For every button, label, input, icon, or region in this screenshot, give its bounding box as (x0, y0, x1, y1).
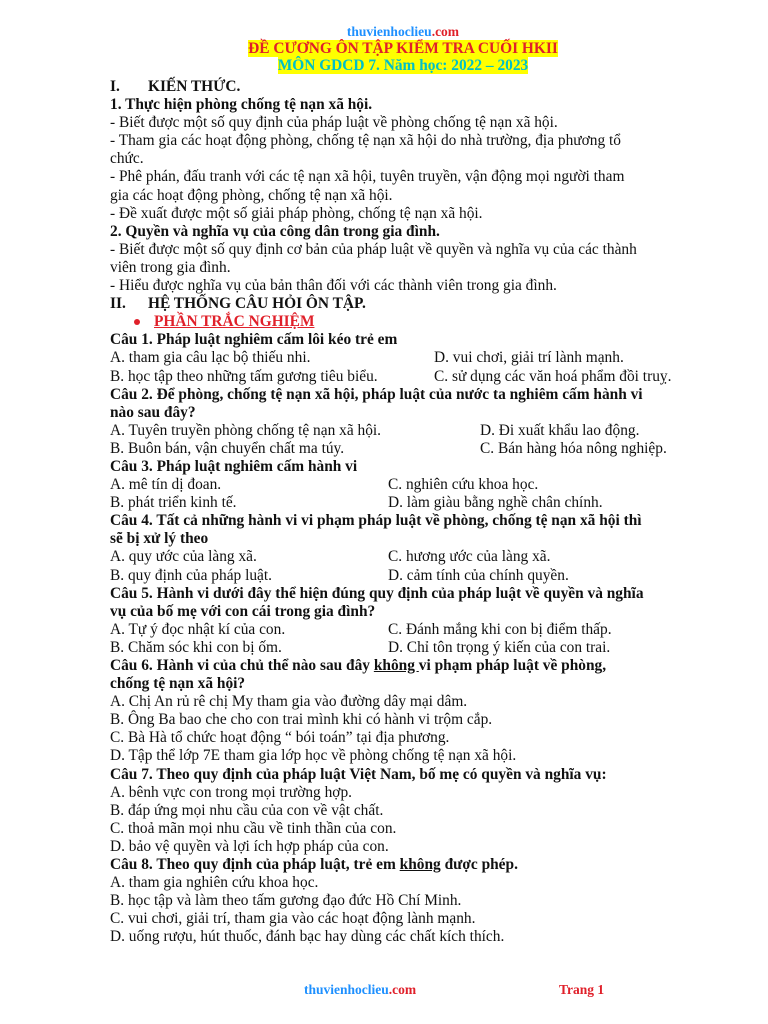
section-heading: II. HỆ THỐNG CÂU HỎI ÔN TẬP. (110, 295, 366, 313)
question: Câu 5. Hành vi dưới đây thể hiện đúng quy định của pháp luật về quyền và nghĩa (110, 584, 644, 602)
answer-row: B. Buôn bán, vận chuyển chất ma túy. C. Bán hàng hóa nông nghiệp. (110, 439, 667, 457)
answer-row: A. quy ước của làng xã. C. hương ước của làng xã. (110, 548, 551, 566)
answer-option: D. Tập thể lớp 7E tham gia lớp học về phòng chống tệ nạn xã hội. (110, 747, 517, 765)
paragraph: chức. (110, 150, 144, 168)
page-number: Trang 1 (559, 982, 605, 997)
question: Câu 7. Theo quy định của pháp luật Việt Nam, bố mẹ có quyền và nghĩa vụ: (110, 765, 607, 783)
bullet-icon (134, 319, 140, 325)
section-heading: I. KIẾN THỨC. (110, 78, 241, 95)
site-brand: thuvienhoclieu.com (346, 24, 460, 39)
question: Câu 3. Pháp luật nghiêm cấm hành vi (110, 457, 358, 475)
answer-option: C. thoả mãn mọi nhu cầu về tinh thần của con. (110, 819, 397, 837)
paragraph: - Hiểu được nghĩa vụ của bản thân đối với các thành viên trong gia đình. (110, 277, 557, 295)
multiple-choice-heading: PHẦN TRẮC NGHIỆM (110, 313, 696, 331)
answer-row: A. Tự ý đọc nhật kí của con. C. Đánh mắng khi con bị điểm thấp. (110, 620, 612, 638)
answer-option: D. uống rượu, hút thuốc, đánh bạc hay dùng các chất kích thích. (110, 928, 505, 946)
subsection-heading: 2. Quyền và nghĩa vụ của công dân trong gia đình. (110, 222, 440, 240)
paragraph: - Biết được một số quy định của pháp luật về phòng chống tệ nạn xã hội. (110, 114, 558, 132)
paragraph: - Phê phán, đấu tranh với các tệ nạn xã hội, tuyên truyền, vận động mọi người tham (110, 168, 625, 186)
question: sẽ bị xử lý theo (110, 530, 209, 548)
answer-option: B. đáp ứng mọi nhu cầu của con về vật chất. (110, 801, 384, 819)
answer-row: B. phát triển kinh tế. D. làm giàu bằng nghề chân chính. (110, 494, 603, 512)
document-page (110, 24, 696, 947)
question: vụ của bố mẹ với con cái trong gia đình? (110, 602, 376, 620)
paragraph: - Biết được một số quy định cơ bản của pháp luật về quyền và nghĩa vụ của các thành (110, 240, 637, 258)
question: chống tệ nạn xã hội? (110, 675, 246, 693)
answer-option: A. bênh vực con trong mọi trường hợp. (110, 783, 352, 801)
answer-row: A. mê tín dị đoan. C. nghiên cứu khoa học. (110, 476, 539, 494)
question: Câu 8. Theo quy định của pháp luật, trẻ em không được phép. (110, 856, 518, 874)
question: Câu 1. Pháp luật nghiêm cấm lôi kéo trẻ em (110, 331, 398, 349)
answer-row: B. Chăm sóc khi con bị ốm. D. Chỉ tôn trọng ý kiến của con trai. (110, 638, 611, 656)
paragraph: viên trong gia đình. (110, 258, 231, 276)
question: nào sau đây? (110, 403, 196, 421)
answer-option: D. bảo vệ quyền và lợi ích hợp pháp của con. (110, 837, 389, 855)
answer-option: C. Bà Hà tổ chức hoạt động “ bói toán” tại địa phương. (110, 729, 450, 747)
answer-row: B. quy định của pháp luật. D. cảm tính của chính quyền. (110, 566, 569, 584)
answer-option: A. Chị An rủ rê chị My tham gia vào đường dây mại dâm. (110, 693, 468, 711)
answer-option: B. Ông Ba bao che cho con trai mình khi có hành vi trộm cắp. (110, 711, 493, 729)
subsection-heading: 1. Thực hiện phòng chống tệ nạn xã hội. (110, 96, 373, 114)
paragraph: gia các hoạt động phòng, chống tệ nạn xã hội. (110, 186, 393, 204)
answer-row: A. tham gia câu lạc bộ thiếu nhi. D. vui chơi, giải trí lành mạnh. (110, 349, 624, 367)
answer-option: B. học tập và làm theo tấm gương đạo đức Hồ Chí Minh. (110, 892, 462, 910)
paragraph: - Tham gia các hoạt động phòng, chống tệ nạn xã hội do nhà trường, địa phương tổ (110, 132, 621, 150)
document-title: ĐỀ CƯƠNG ÔN TẬP KIỂM TRA CUỐI HKII (248, 40, 558, 57)
paragraph: - Đề xuất được một số giải pháp phòng, chống tệ nạn xã hội. (110, 204, 483, 222)
question: Câu 2. Để phòng, chống tệ nạn xã hội, pháp luật của nước ta nghiêm cấm hành vi (110, 385, 643, 403)
answer-option: C. vui chơi, giải trí, tham gia vào các hoạt động lành mạnh. (110, 910, 476, 928)
document-subtitle: MÔN GDCD 7. Năm học: 2022 – 2023 (277, 57, 529, 74)
question: Câu 6. Hành vi của chủ thể nào sau đây không vi phạm pháp luật về phòng, (110, 657, 607, 674)
answer-option: A. tham gia nghiên cứu khoa học. (110, 874, 319, 892)
footer-link[interactable]: thuvienhoclieu.com (304, 982, 417, 997)
question: Câu 4. Tất cả những hành vi vi phạm pháp luật về phòng, chống tệ nạn xã hội thì (110, 512, 642, 530)
answer-row: A. Tuyên truyền phòng chống tệ nạn xã hội. D. Đi xuất khẩu lao động. (110, 421, 640, 439)
answer-row: B. học tập theo những tấm gương tiêu biểu. C. sử dụng các văn hoá phẩm đồi truỵ. (110, 367, 672, 385)
